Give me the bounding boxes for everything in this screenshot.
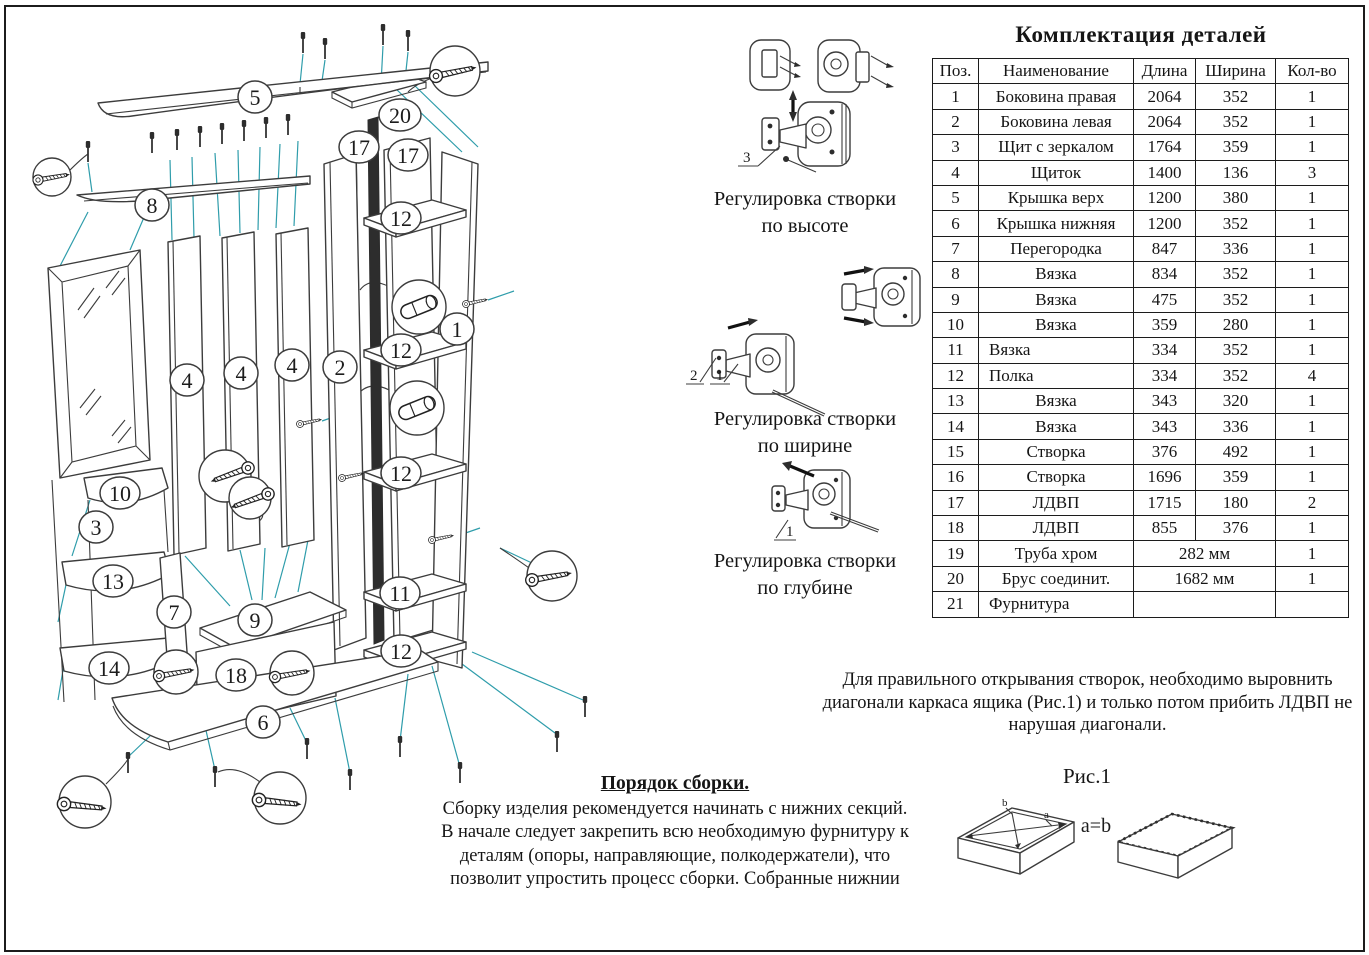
dowel-callout-icon [392, 280, 446, 334]
svg-text:17: 17 [397, 143, 419, 168]
dowel-callout-icon [390, 381, 444, 435]
fig1-label-b: b [1002, 797, 1008, 809]
table-cell: 1400 [1134, 160, 1196, 185]
table-cell: 343 [1134, 414, 1196, 439]
table-cell: 3 [1276, 160, 1349, 185]
svg-text:6: 6 [257, 710, 269, 735]
part-name-cell: ЛДВП [979, 516, 1134, 541]
svg-text:13: 13 [102, 569, 124, 594]
table-cell: 1 [1276, 84, 1349, 109]
table-row [933, 541, 1349, 566]
part-badge [216, 659, 256, 691]
screw-callout-icon [525, 551, 577, 601]
table-cell: 1715 [1134, 490, 1196, 515]
svg-text:3: 3 [90, 515, 102, 540]
table-cell: 1 [1276, 566, 1349, 591]
part-badge [135, 189, 169, 221]
table-cell: 352 [1196, 84, 1276, 109]
part-badge [379, 99, 421, 131]
table-cell: 19 [933, 541, 979, 566]
screw-callout-icon [428, 46, 480, 96]
table-cell: 1 [1276, 211, 1349, 236]
part-name-cell: Вязка [979, 338, 1134, 363]
part-2-left-side-panel [324, 154, 366, 650]
table-cell: 492 [1196, 439, 1276, 464]
hinge-width-icon [686, 266, 920, 416]
svg-text:12: 12 [390, 338, 412, 363]
part-name-cell: Боковина левая [979, 109, 1134, 134]
table-cell: 352 [1196, 262, 1276, 287]
screw-callout-icon [57, 776, 111, 828]
part-name-cell: ЛДВП [979, 490, 1134, 515]
part-name-cell: Крышка верх [979, 185, 1134, 210]
table-row [933, 414, 1349, 439]
table-cell: 352 [1196, 287, 1276, 312]
table-cell: 1 [1276, 236, 1349, 261]
table-cell: 1696 [1134, 465, 1196, 490]
table-cell: 1764 [1134, 135, 1196, 160]
hinge-callout-number: 1 [786, 524, 794, 540]
table-cell: 352 [1196, 363, 1276, 388]
svg-text:4: 4 [286, 353, 298, 378]
part-badge [246, 706, 280, 738]
part-name-cell: Перегородка [979, 236, 1134, 261]
table-row [933, 490, 1349, 515]
part-badge [323, 351, 357, 383]
table-cell: 1 [933, 84, 979, 109]
table-cell: 380 [1196, 185, 1276, 210]
part-badge [100, 477, 140, 509]
table-cell: 9 [933, 287, 979, 312]
hinge-depth-label: Регулировка створки по глубине [713, 550, 897, 600]
part-name-cell: Вязка [979, 389, 1134, 414]
part-20-connecting-bar [368, 117, 384, 644]
svg-text:5: 5 [249, 85, 261, 110]
table-cell: 3 [933, 135, 979, 160]
table-cell: 352 [1196, 211, 1276, 236]
svg-text:11: 11 [389, 581, 411, 606]
table-cell: 17 [933, 490, 979, 515]
table-cell: 1 [1276, 389, 1349, 414]
hinge-height-label: Регулировка створки по высоте [713, 188, 897, 238]
table-row [933, 516, 1349, 541]
table-row [933, 211, 1349, 236]
fig1-equation: a=b [1080, 815, 1112, 837]
svg-text:12: 12 [390, 639, 412, 664]
table-cell: 1200 [1134, 185, 1196, 210]
hinge-callout-number: 3 [743, 150, 751, 166]
table-cell: 475 [1134, 287, 1196, 312]
part-badge [381, 334, 421, 366]
part-badge [388, 139, 428, 171]
table-row [933, 185, 1349, 210]
part-badge [381, 635, 421, 667]
assembly-heading: Порядок сборки. [600, 773, 750, 794]
svg-text:4: 4 [181, 368, 193, 393]
hinge-callout-number: 1 [716, 368, 724, 384]
table-cell: 1 [1276, 439, 1349, 464]
part-badge [79, 511, 113, 543]
col-header-name: Наименование [979, 59, 1134, 84]
table-cell: 334 [1134, 338, 1196, 363]
table-cell: 1 [1276, 262, 1349, 287]
svg-text:7: 7 [168, 600, 180, 625]
table-cell: 1 [1276, 135, 1349, 160]
part-name-cell: Вязка [979, 287, 1134, 312]
svg-text:10: 10 [109, 481, 131, 506]
table-cell [1276, 592, 1349, 617]
svg-text:14: 14 [98, 656, 120, 681]
svg-text:2: 2 [334, 355, 346, 380]
table-cell: 8 [933, 262, 979, 287]
table-cell: 334 [1134, 363, 1196, 388]
col-header-qty: Кол-во [1276, 59, 1349, 84]
table-cell: 352 [1196, 109, 1276, 134]
table-cell: 5 [933, 185, 979, 210]
table-cell: 10 [933, 312, 979, 337]
part-name-cell: Створка [979, 439, 1134, 464]
table-row [933, 312, 1349, 337]
table-cell: 1 [1276, 465, 1349, 490]
part-name-cell: Створка [979, 465, 1134, 490]
svg-text:9: 9 [249, 608, 261, 633]
table-cell: 15 [933, 439, 979, 464]
table-cell: 855 [1134, 516, 1196, 541]
table-cell: 343 [1134, 389, 1196, 414]
parts-table [932, 58, 1349, 618]
svg-text:12: 12 [390, 461, 412, 486]
screw-callout-icon [153, 650, 198, 694]
fig1-caption: Рис.1 [1063, 764, 1111, 788]
parts-table-title: Комплектация деталей [1015, 22, 1267, 47]
table-row [933, 160, 1349, 185]
fig1-label-a: a [1044, 809, 1049, 821]
table-cell: 282 мм [1134, 541, 1276, 566]
box-with-nails [1118, 814, 1232, 878]
part-badge [440, 313, 474, 345]
table-cell: 180 [1196, 490, 1276, 515]
table-row [933, 109, 1349, 134]
table-cell: 847 [1134, 236, 1196, 261]
table-cell: 11 [933, 338, 979, 363]
table-cell: 834 [1134, 262, 1196, 287]
svg-text:20: 20 [389, 103, 411, 128]
table-cell: 2064 [1134, 84, 1196, 109]
part-name-cell: Вязка [979, 312, 1134, 337]
table-row [933, 465, 1349, 490]
assembly-text: Сборку изделия рекомендуется начинать с нижних секций. В начале следует закрепить всю необходимую фурнитуру к деталям (опоры, направляющие, полкодержатели), что позволит упростить процесс сборки. Собранные нижнии [441, 799, 909, 889]
screw-callout-icon [32, 158, 71, 196]
table-cell: 320 [1196, 389, 1276, 414]
table-cell: 359 [1196, 135, 1276, 160]
table-cell: 359 [1196, 465, 1276, 490]
part-badge [170, 364, 204, 396]
table-cell: 2 [1276, 490, 1349, 515]
svg-text:8: 8 [146, 193, 158, 218]
table-cell: 1 [1276, 312, 1349, 337]
part-name-cell: Боковина правая [979, 84, 1134, 109]
table-row [933, 236, 1349, 261]
part-badge [380, 577, 420, 609]
table-row [933, 439, 1349, 464]
part-badge [89, 652, 129, 684]
table-cell: 1 [1276, 287, 1349, 312]
part-badge [224, 357, 258, 389]
svg-text:4: 4 [235, 361, 247, 386]
screw-callout-icon [269, 651, 314, 695]
table-row [933, 566, 1349, 591]
screw-callout-icon [252, 772, 306, 824]
part-badge [238, 604, 272, 636]
table-cell: 2064 [1134, 109, 1196, 134]
svg-text:12: 12 [390, 206, 412, 231]
table-cell: 14 [933, 414, 979, 439]
table-cell: 376 [1134, 439, 1196, 464]
table-cell: 136 [1196, 160, 1276, 185]
table-cell: 13 [933, 389, 979, 414]
col-header-length: Длина [1134, 59, 1196, 84]
table-cell [1134, 592, 1276, 617]
table-cell: 1682 мм [1134, 566, 1276, 591]
table-row [933, 287, 1349, 312]
part-badge [93, 565, 133, 597]
hinge-height-icon [738, 40, 894, 172]
col-header-pos: Поз. [933, 59, 979, 84]
part-badge [381, 457, 421, 489]
table-row [933, 135, 1349, 160]
hinge-width-label: Регулировка створки по ширине [713, 408, 897, 458]
table-row [933, 338, 1349, 363]
part-name-cell: Щит с зеркалом [979, 135, 1134, 160]
table-row [933, 262, 1349, 287]
part-badge [275, 349, 309, 381]
fig1-diagram [940, 788, 1270, 908]
table-cell: 359 [1134, 312, 1196, 337]
part-badge [157, 596, 191, 628]
part-name-cell: Полка [979, 363, 1134, 388]
table-row [933, 389, 1349, 414]
table-cell: 1 [1276, 185, 1349, 210]
svg-text:1: 1 [451, 317, 463, 342]
part-name-cell: Вязка [979, 414, 1134, 439]
box-with-diagonals [958, 797, 1074, 874]
part-3-mirror-shield [48, 250, 150, 478]
svg-text:18: 18 [225, 663, 247, 688]
table-cell: 12 [933, 363, 979, 388]
table-cell: 1 [1276, 338, 1349, 363]
screw-callout-icon [199, 450, 276, 519]
table-row [933, 592, 1349, 617]
svg-text:17: 17 [348, 135, 370, 160]
table-cell: 336 [1196, 414, 1276, 439]
hinge-callout-number: 2 [690, 368, 698, 384]
part-name-cell: Фурнитура [979, 592, 1134, 617]
table-cell: 4 [933, 160, 979, 185]
table-cell: 4 [1276, 363, 1349, 388]
table-row [933, 84, 1349, 109]
table-cell: 1200 [1134, 211, 1196, 236]
table-cell: 1 [1276, 516, 1349, 541]
table-header-row [933, 59, 1349, 84]
part-name-cell: Брус соединит. [979, 566, 1134, 591]
table-cell: 1 [1276, 414, 1349, 439]
table-cell: 1 [1276, 109, 1349, 134]
table-cell: 2 [933, 109, 979, 134]
table-cell: 280 [1196, 312, 1276, 337]
table-cell: 376 [1196, 516, 1276, 541]
part-name-cell: Крышка нижняя [979, 211, 1134, 236]
part-name-cell: Вязка [979, 262, 1134, 287]
col-header-width: Ширина [1196, 59, 1276, 84]
part-badge [381, 202, 421, 234]
part-name-cell: Труба хром [979, 541, 1134, 566]
table-cell: 16 [933, 465, 979, 490]
table-cell: 6 [933, 211, 979, 236]
table-cell: 7 [933, 236, 979, 261]
diagonal-note: Для правильного открывания створок, необходимо выровнить диагонали каркаса ящика (Рис.1) и только потом прибить ЛДВП не нарушая диагонали. [822, 670, 1353, 736]
part-badge [238, 81, 272, 113]
part-badge [339, 131, 379, 163]
table-cell: 352 [1196, 338, 1276, 363]
table-cell: 20 [933, 566, 979, 591]
table-cell: 21 [933, 592, 979, 617]
table-cell: 336 [1196, 236, 1276, 261]
table-cell: 18 [933, 516, 979, 541]
part-name-cell: Щиток [979, 160, 1134, 185]
table-cell: 1 [1276, 541, 1349, 566]
table-row [933, 363, 1349, 388]
hinge-depth-icon [772, 461, 879, 540]
